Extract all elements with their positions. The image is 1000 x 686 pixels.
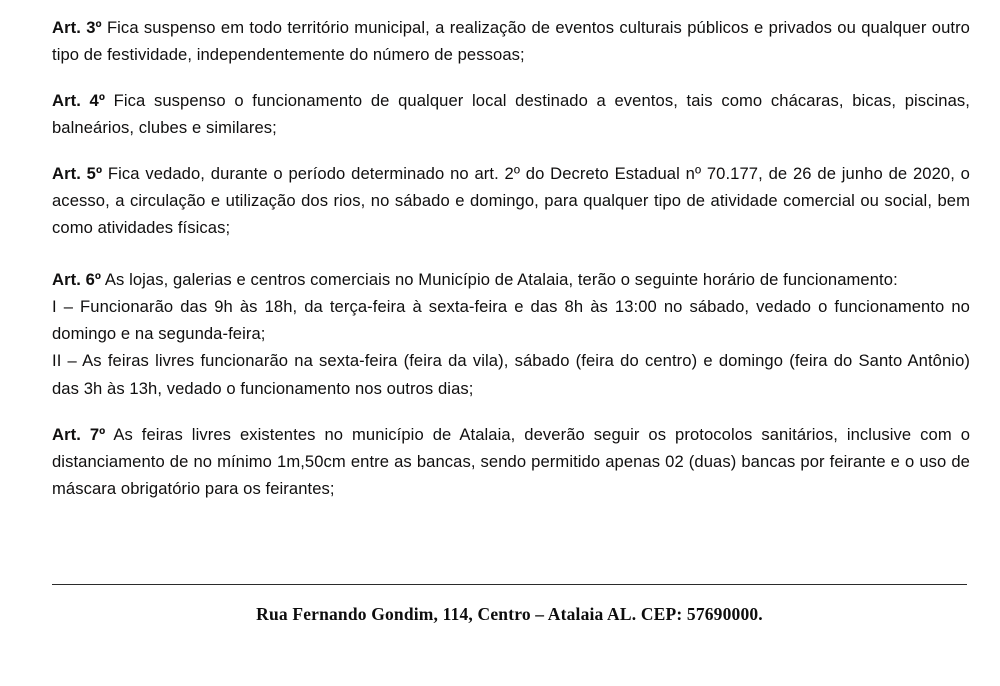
article-text-3: Fica suspenso em todo território municipal, a realização de eventos culturais públicos e privados ou qualquer outro tipo de festividade, independentemente do número de pessoas; bbox=[52, 18, 970, 65]
footer-divider bbox=[52, 584, 967, 585]
article-text-6: As lojas, galerias e centros comerciais no Município de Atalaia, terão o seguinte horário de funcionamento: bbox=[101, 270, 898, 290]
article-label-6: Art. 6º bbox=[52, 270, 102, 290]
article-text-4: Fica suspenso o funcionamento de qualquer local destinado a eventos, tais como chácaras, bicas, piscinas, balneários, clubes e similares; bbox=[52, 91, 970, 138]
footer-address: Rua Fernando Gondim, 114, Centro – Atalaia AL. CEP: 57690000. bbox=[256, 604, 763, 624]
article-text-7: As feiras livres existentes no município de Atalaia, deverão seguir os protocolos sanitários, inclusive com o distanciamento de no mínimo 1m,50cm entre as bancas, sendo permitido apenas 02 (duas) bancas por feirante e o uso de máscara obrigatório para os feirantes; bbox=[52, 424, 970, 498]
article-label-7: Art. 7º bbox=[52, 424, 106, 444]
article-6-item-1: I – Funcionarão das 9h às 18h, da terça-feira à sexta-feira e das 8h às 13:00 no sábado, vedado o funcionamento no domingo e na segunda-feira; bbox=[52, 297, 970, 344]
article-paragraph-3 bbox=[52, 14, 970, 68]
article-label-4: Art. 4º bbox=[52, 91, 106, 111]
article-label-5: Art. 5º bbox=[52, 164, 103, 184]
article-text-5: Fica vedado, durante o período determinado no art. 2º do Decreto Estadual nº 70.177, de 26 de junho de 2020, o acesso, a circulação e utilização dos rios, no sábado e domingo, para qualquer tipo de atividade comercial ou social, bem como atividades físicas; bbox=[52, 164, 970, 238]
article-paragraph-7 bbox=[52, 421, 970, 502]
article-6-item-2: II – As feiras livres funcionarão na sexta-feira (feira da vila), sábado (feira do centro) e domingo (feira do Santo Antônio) das 3h às 13h, vedado o funcionamento nos outros dias; bbox=[52, 351, 970, 398]
document-body bbox=[52, 14, 970, 502]
article-paragraph-4 bbox=[52, 87, 970, 141]
article-label-3: Art. 3º bbox=[52, 18, 102, 37]
article-paragraph-5 bbox=[52, 160, 970, 241]
article-paragraph-6 bbox=[52, 266, 970, 293]
